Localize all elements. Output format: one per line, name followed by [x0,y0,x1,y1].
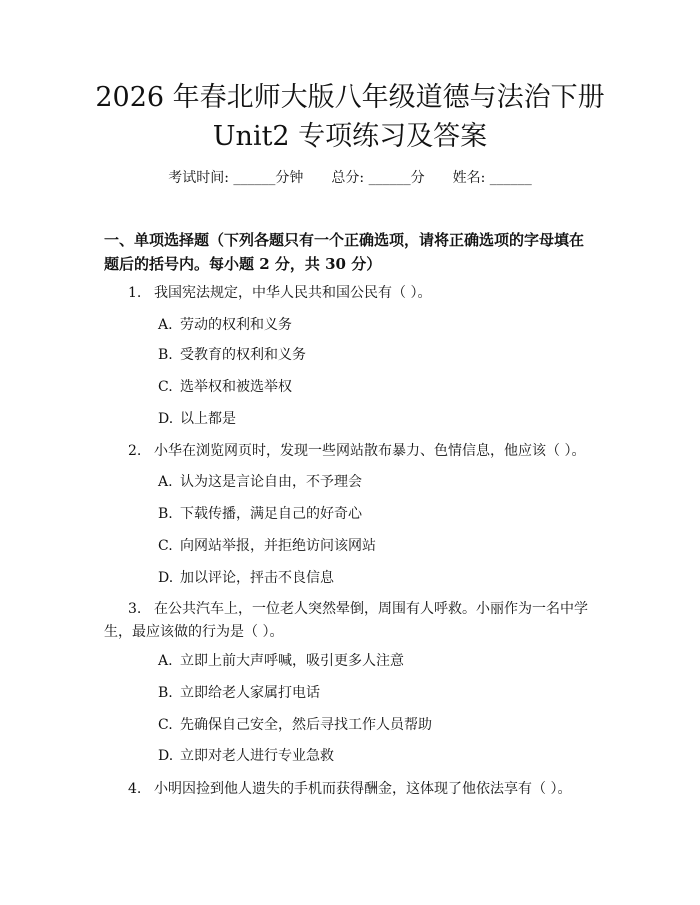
option-letter: B. [158,347,173,363]
question-stem: 小华在浏览网页时，发现一些网站散布暴力、色情信息，他应该（ ）。 [154,443,586,459]
question-3-option-c [158,715,432,735]
option-letter: B. [158,685,173,701]
question-1 [104,282,596,305]
question-2 [104,440,624,463]
question-number: 2. [128,443,142,459]
option-text: 立即给老人家属打电话 [180,685,320,701]
total-score-label: 总分: ______分 [331,170,425,186]
question-1-option-d [158,409,236,429]
question-3-option-b [158,683,320,703]
question-3-option-d [158,746,334,766]
option-text: 认为这是言论自由，不予理会 [180,474,362,490]
option-text: 选举权和被选举权 [180,379,292,395]
option-letter: D. [158,411,174,427]
question-stem: 小明因捡到他人遗失的手机而获得酬金，这体现了他依法享有（ ）。 [154,781,572,797]
question-1-option-b [158,345,306,365]
exam-meta [0,168,700,188]
option-text: 立即上前大声呼喊，吸引更多人注意 [180,653,404,669]
option-letter: C. [158,717,173,733]
question-4 [104,778,624,801]
option-text: 以上都是 [180,411,236,427]
question-3 [104,598,596,644]
question-number: 1. [128,285,142,301]
option-text: 向网站举报，并拒绝访问该网站 [180,538,376,554]
option-letter: D. [158,570,174,586]
option-letter: A. [158,653,173,669]
question-2-option-c [158,536,376,556]
question-number: 3. [128,601,142,617]
section-heading: 一、单项选择题（下列各题只有一个正确选项，请将正确选项的字母填在题后的括号内。每小题 2 分，共 30 分） [104,231,585,273]
question-2-option-d [158,568,334,588]
question-1-option-a [158,315,292,335]
student-name-label: 姓名: ______ [452,170,532,186]
option-letter: C. [158,538,173,554]
document-title-line2: Unit2 专项练习及答案 [212,121,488,152]
option-text: 加以评论，抨击不良信息 [180,570,334,586]
question-1-option-c [158,377,292,397]
option-letter: C. [158,379,173,395]
option-letter: B. [158,506,173,522]
question-3-option-a [158,651,404,671]
option-text: 劳动的权利和义务 [180,317,292,333]
option-letter: A. [158,474,173,490]
option-letter: D. [158,748,174,764]
option-text: 受教育的权利和义务 [180,347,306,363]
exam-time-label: 考试时间: ______分钟 [168,170,304,186]
option-letter: A. [158,317,173,333]
question-2-option-a [158,472,362,492]
option-text: 立即对老人进行专业急救 [180,748,334,764]
question-stem: 我国宪法规定，中华人民共和国公民有（ ）。 [154,285,432,301]
option-text: 下载传播，满足自己的好奇心 [180,506,362,522]
question-2-option-b [158,504,362,524]
question-stem: 在公共汽车上，一位老人突然晕倒，周围有人呼救。小丽作为一名中学生，最应该做的行为是（ ）。 [104,601,588,640]
document-title-line1: 2026 年春北师大版八年级道德与法治下册 [95,82,605,113]
question-number: 4. [128,781,142,797]
option-text: 先确保自己安全，然后寻找工作人员帮助 [180,717,432,733]
